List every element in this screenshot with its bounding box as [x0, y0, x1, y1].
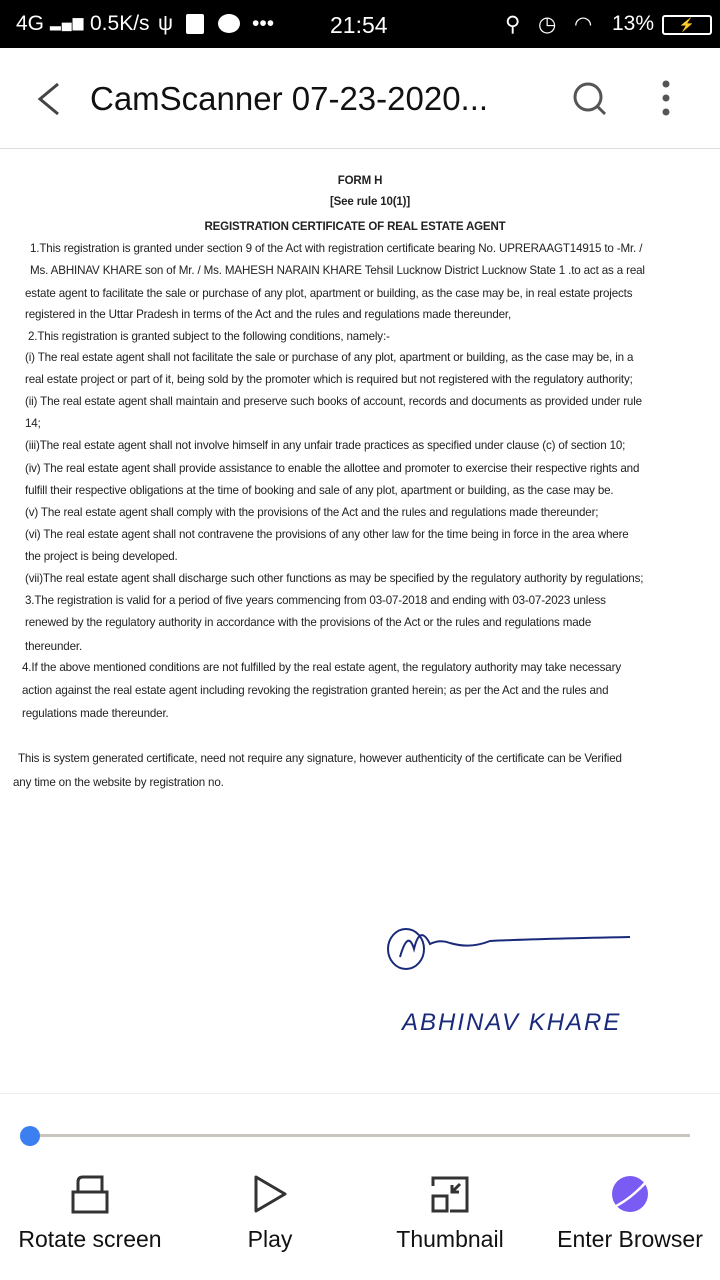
clock: 21:54: [330, 12, 388, 38]
app-header: [0, 48, 720, 148]
document-line: 4.If the above mentioned conditions are not fulfilled by the real estate agent, the regulatory authority may take necessary: [22, 661, 621, 674]
rule-heading: [See rule 10(1)]: [329, 196, 411, 208]
page-slider-handle[interactable]: [20, 1126, 40, 1146]
document-line: estate agent to facilitate the sale or purchase of any plot, apartment or building, as the case may be, in real estate projects: [25, 287, 633, 300]
thumbnail-button[interactable]: [380, 1174, 520, 1253]
play-button[interactable]: [220, 1174, 320, 1253]
thumbnail-icon: [430, 1174, 470, 1214]
document-line: 14;: [25, 417, 41, 430]
document-line: (ii) The real estate agent shall maintain and preserve such books of account, records and documents as provided under rule: [25, 395, 642, 408]
rotate-screen-label: Rotate screen: [18, 1226, 162, 1252]
document-line: the project is being developed.: [25, 550, 178, 563]
browser-planet-icon: [608, 1174, 652, 1214]
alarm-icon: ◷: [538, 13, 557, 36]
document-line: fulfill their respective obligations at the time of booking and sale of any plot, apartment or building, as the case may be.: [25, 484, 614, 497]
footer-line: any time on the website by registration no.: [13, 776, 224, 789]
document-line: (v) The real estate agent shall comply with the provisions of the Act and the rules and regulations made thereunder;: [25, 506, 599, 519]
wifi-icon: ◠: [574, 13, 593, 36]
more-options-icon[interactable]: [660, 80, 672, 116]
search-icon[interactable]: [572, 81, 608, 117]
more-notifications-icon: •••: [252, 12, 275, 35]
battery-charging-icon: ⚡: [662, 15, 712, 35]
enter-browser-label: Enter Browser: [557, 1226, 703, 1252]
document-line: registered in the Uttar Pradesh in terms of the Act and the rules and regulations made thereunder,: [25, 308, 512, 321]
play-label: Play: [247, 1226, 293, 1252]
document-title: CamScanner 07-23-2020...: [90, 80, 489, 117]
signature-mark: [380, 919, 640, 979]
document-line: 3.The registration is valid for a period of five years commencing from 03-07-2018 and ending with 03-07-2023 unless: [25, 594, 606, 607]
document-line: thereunder.: [25, 640, 83, 653]
rotate-screen-icon: [70, 1174, 110, 1214]
usb-debug-icon: [186, 14, 204, 34]
document-line: (vi) The real estate agent shall not contravene the provisions of any other law for the time being in force in the area where: [25, 528, 629, 541]
document-line: Ms. ABHINAV KHARE son of Mr. / Ms. MAHESH NARAIN KHARE Tehsil Lucknow District Lucknow State 1 .to act as a real: [30, 264, 645, 277]
message-icon: [218, 14, 240, 33]
location-icon: ⚲: [505, 13, 521, 36]
signature-name: ABHINAV KHARE: [402, 1009, 622, 1036]
battery-percent: 13%: [612, 12, 655, 35]
document-line: action against the real estate agent including revoking the registration granted herein; as per the Act and the rules and: [22, 684, 609, 697]
thumbnail-label: Thumbnail: [396, 1226, 504, 1252]
signal-icon: ▂▄▆: [50, 14, 85, 30]
certificate-title: REGISTRATION CERTIFICATE OF REAL ESTATE AGENT: [204, 221, 506, 233]
footer-line: This is system generated certificate, need not require any signature, however authenticity of the certificate can be Verified: [18, 752, 622, 765]
back-icon[interactable]: [36, 82, 62, 116]
document-line: (i) The real estate agent shall not facilitate the sale or purchase of any plot, apartment or building, as the case may be, in a: [25, 351, 634, 364]
enter-browser-button[interactable]: [550, 1174, 710, 1253]
status-bar: [0, 0, 720, 48]
document-line: (vii)The real estate agent shall discharge such other functions as may be specified by the regulatory authority by regulations;: [25, 572, 644, 585]
document-line: regulations made thereunder.: [22, 707, 169, 720]
page-slider[interactable]: [30, 1134, 690, 1137]
rotate-screen-button[interactable]: [10, 1174, 170, 1253]
network-speed: 0.5K/s: [90, 12, 150, 35]
document-line: real estate project or part of it, being sold by the promoter which is required but not registered with the regulatory authority;: [25, 373, 633, 386]
usb-icon: ψ: [158, 12, 173, 35]
document-line: renewed by the regulatory authority in accordance with the provisions of the Act or the rules and regulations made: [25, 616, 592, 629]
play-icon: [250, 1174, 290, 1214]
document-line: 1.This registration is granted under section 9 of the Act with registration certificate bearing No. UPRERAAGT14915 to -Mr. /: [30, 242, 643, 255]
document-line: (iii)The real estate agent shall not involve himself in any unfair trade practices as specified under clause (c) of section 10;: [25, 439, 626, 452]
bottom-toolbar: [0, 1093, 720, 1280]
document-line: 2.This registration is granted subject to the following conditions, namely:-: [28, 330, 390, 343]
document-page[interactable]: [0, 148, 720, 1093]
document-line: (iv) The real estate agent shall provide assistance to enable the allottee and promoter to exercise their respective rights and: [25, 462, 640, 475]
form-heading: FORM H: [337, 175, 383, 187]
network-type: 4G: [16, 12, 45, 35]
